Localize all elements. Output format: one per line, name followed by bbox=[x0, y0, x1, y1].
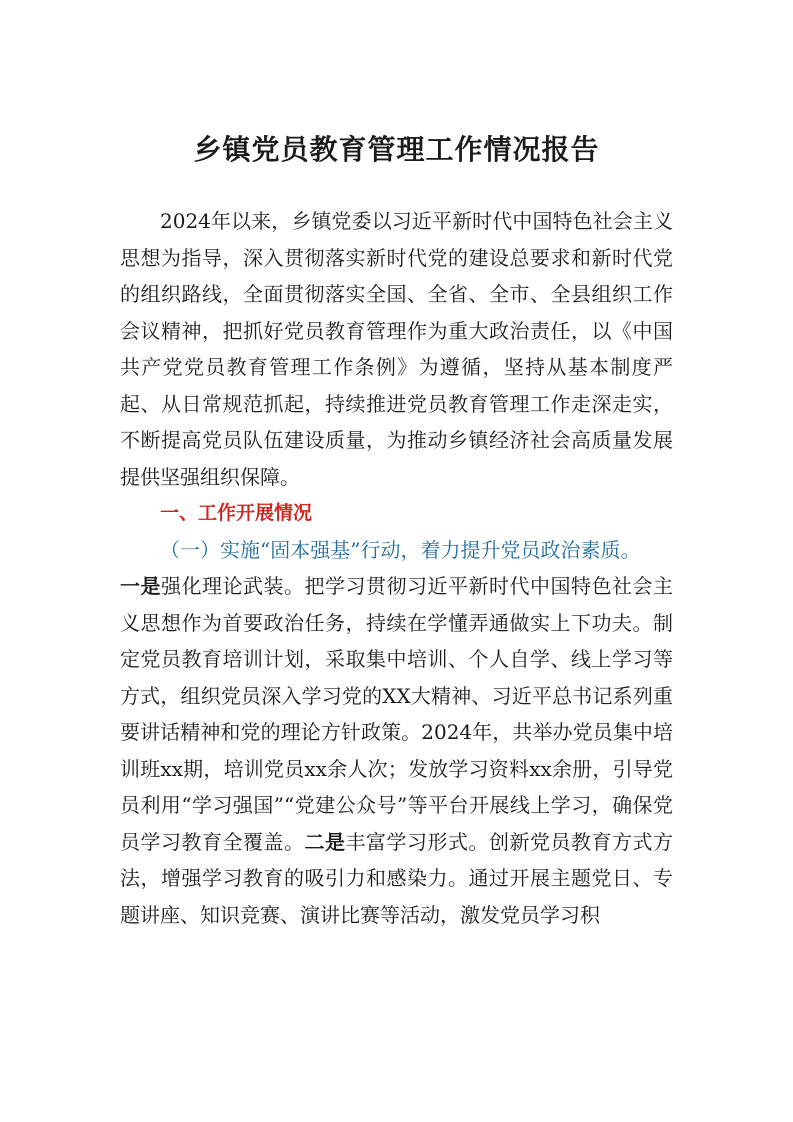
body-paragraph-points bbox=[120, 568, 673, 933]
point-1-lead: 一是 bbox=[120, 574, 161, 598]
point-2-lead: 二是 bbox=[304, 829, 346, 854]
document-body bbox=[120, 203, 673, 933]
subsection-heading-1: （一）实施“固本强基”行动，着力提升党员政治素质。 bbox=[160, 537, 641, 562]
intro-paragraph: 2024年以来，乡镇党委以习近平新时代中国特色社会主义思想为指导，深入贯彻落实新时代党的建设总要求和新时代党的组织路线，全面贯彻落实全国、全省、全市、全县组织工作会议精神，把抓好党员教育管理作为重大政治责任，以《中国共产党党员教育管理工作条例》为遵循，坚持从基本制度严起、从日常规范抓起，持续推进党员教育管理工作走深走实，不断提高党员队伍建设质量，为推动乡镇经济社会高质量发展提供坚强组织保障。 bbox=[120, 209, 673, 489]
point-2-text: 丰富学习形式。创新党员教育方式方法，增强学习教育的吸引力和感染力。通过开展主题党日、专题讲座、知识竞赛、演讲比赛等活动，激发党员学习积 bbox=[120, 829, 673, 927]
section-heading-1: 一、工作开展情况 bbox=[160, 502, 313, 524]
document-title: 乡镇党员教育管理工作情况报告 bbox=[193, 133, 600, 166]
point-1-text: 强化理论武装。把学习贯彻习近平新时代中国特色社会主义思想作为首要政治任务，持续在学懂弄通做实上下功夫。制定党员教育培训计划，采取集中培训、个人自学、线上学习等方式，组织党员深入学习党的XX大精神、习近平总书记系列重要讲话精神和党的理论方针政策。2024年，共举办党员集中培训班xx期，培训党员xx余人次；发放学习资料xx余册，引导党员利用“学习强国”“党建公众号”等平台开展线上学习，确保党员学习教育全覆盖。 bbox=[120, 574, 673, 854]
